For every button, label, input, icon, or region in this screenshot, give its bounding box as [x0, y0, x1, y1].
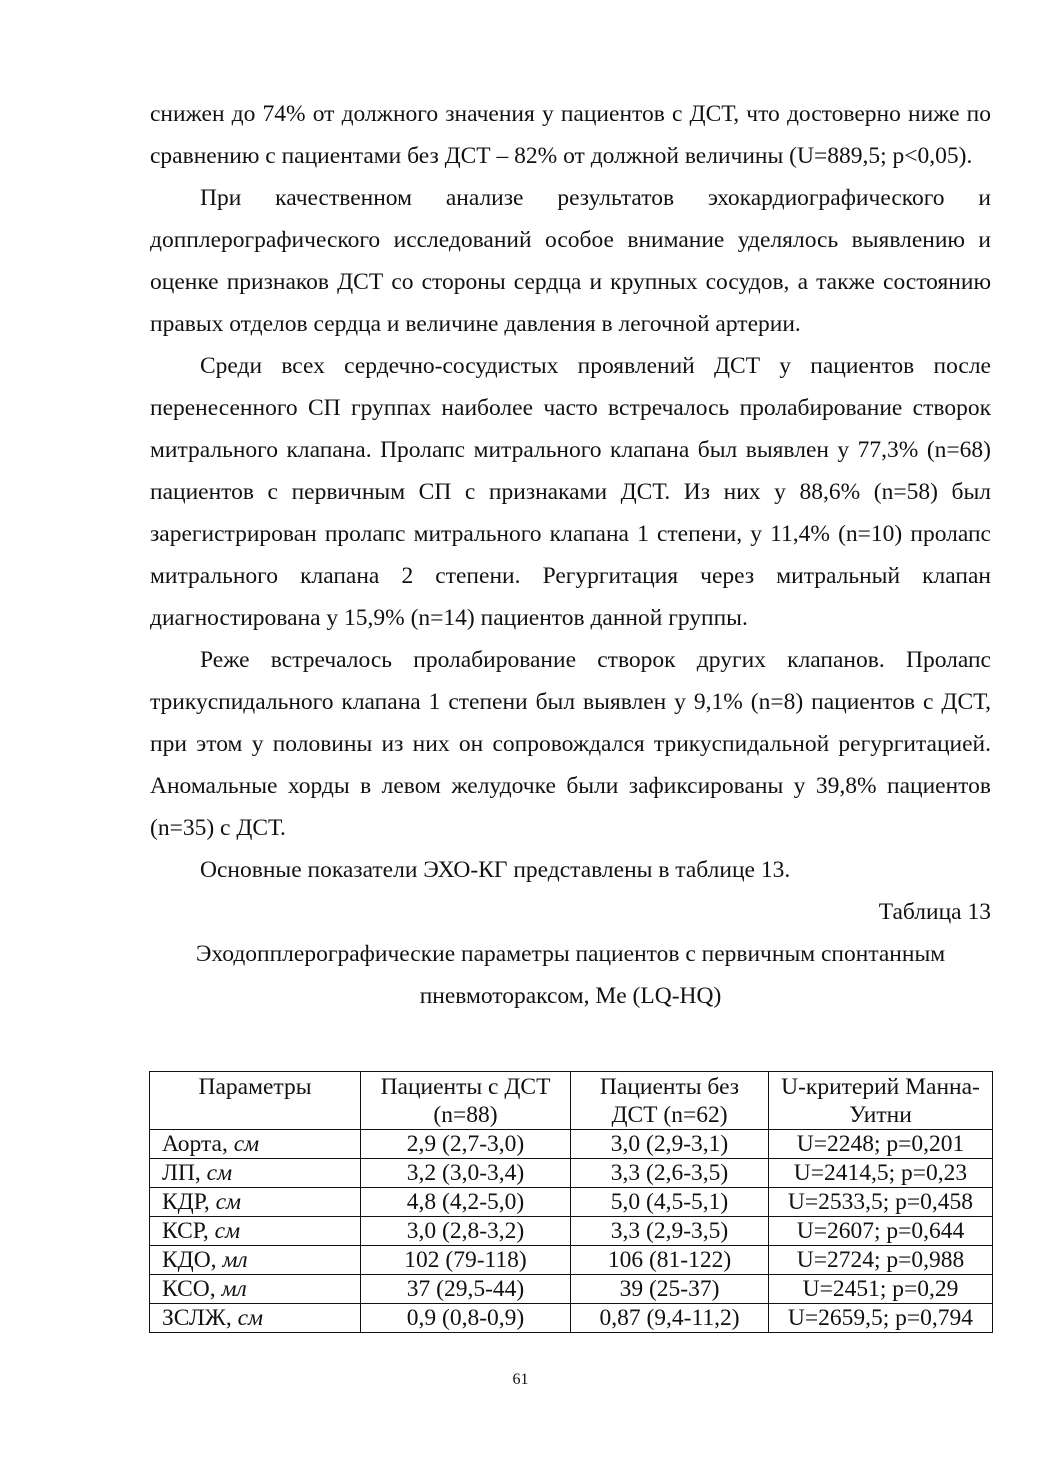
no-dst-value: 5,0 (4,5-5,1) — [571, 1188, 769, 1217]
table-row — [150, 1304, 993, 1333]
dst-value: 3,2 (3,0-3,4) — [361, 1159, 571, 1188]
unit-label: мл — [222, 1247, 248, 1273]
dst-value: 0,9 (0,8-0,9) — [361, 1304, 571, 1333]
header-parameters: Параметры — [150, 1072, 361, 1130]
u-test-value: U=2607; p=0,644 — [769, 1217, 993, 1246]
no-dst-value: 106 (81-122) — [571, 1246, 769, 1275]
param-cell: ЗСЛЖ, см — [150, 1304, 361, 1333]
dst-value: 102 (79-118) — [361, 1246, 571, 1275]
table-row — [150, 1275, 993, 1304]
u-test-value: U=2533,5; p=0,458 — [769, 1188, 993, 1217]
u-test-value: U=2414,5; p=0,23 — [769, 1159, 993, 1188]
param-cell: КДО, мл — [150, 1246, 361, 1275]
table-row — [150, 1188, 993, 1217]
header-without-dst: Пациенты без ДСТ (n=62) — [571, 1072, 769, 1130]
u-test-value: U=2248; p=0,201 — [769, 1130, 993, 1159]
dst-value: 37 (29,5-44) — [361, 1275, 571, 1304]
dst-value: 2,9 (2,7-3,0) — [361, 1130, 571, 1159]
table-caption: Эходопплерографические параметры пациентов с первичным спонтанным пневмотораксом, Me (LQ-HQ) — [195, 941, 946, 1009]
unit-label: см — [233, 1131, 260, 1157]
param-cell: КДР, см — [150, 1188, 361, 1217]
paragraph-1: снижен до 74% от должного значения у пациентов с ДСТ, что достоверно ниже по сравнению с пациентами без ДСТ – 82% от должной величины (U=889,5; p<0,05). — [150, 101, 991, 169]
body-text — [150, 93, 991, 1017]
echo-parameters-table — [149, 1071, 993, 1333]
table-label: Таблица 13 — [878, 899, 991, 925]
param-cell: ЛП, см — [150, 1159, 361, 1188]
unit-label: мл — [221, 1276, 247, 1302]
header-with-dst: Пациенты с ДСТ (n=88) — [361, 1072, 571, 1130]
unit-label: см — [206, 1160, 233, 1186]
table-row — [150, 1159, 993, 1188]
no-dst-value: 3,3 (2,6-3,5) — [571, 1159, 769, 1188]
page-number: 61 — [512, 1371, 529, 1388]
no-dst-value: 39 (25-37) — [571, 1275, 769, 1304]
table-row — [150, 1130, 993, 1159]
param-cell: КСО, мл — [150, 1275, 361, 1304]
u-test-value: U=2659,5; p=0,794 — [769, 1304, 993, 1333]
param-cell: Аорта, см — [150, 1130, 361, 1159]
table-row — [150, 1246, 993, 1275]
no-dst-value: 3,0 (2,9-3,1) — [571, 1130, 769, 1159]
paragraph-3: Среди всех сердечно-сосудистых проявлений ДСТ у пациентов после перенесенного СП группах наиболее часто встречалось пролабирование створок митрального клапана. Пролапс митрального клапана был выявлен у 77,3% (n=68) пациентов с первичным СП с признаками ДСТ. Из них у 88,6% (n=58) был зарегистрирован пролапс митрального клапана 1 степени, у 11,4% (n=10) пролапс митрального клапана 2 степени. Регургитация через митральный клапан диагностирована у 15,9% (n=14) пациентов данной группы. — [150, 353, 991, 631]
unit-label: см — [215, 1189, 242, 1215]
param-cell: КСР, см — [150, 1217, 361, 1246]
paragraph-5: Основные показатели ЭХО-КГ представлены в таблице 13. — [200, 857, 791, 883]
unit-label: см — [214, 1218, 241, 1244]
paragraph-4: Реже встречалось пролабирование створок других клапанов. Пролапс трикуспидального клапана 1 степени был выявлен у 9,1% (n=8) пациентов с ДСТ, при этом у половины из них он сопровождался трикуспидальной регургитацией. Аномальные хорды в левом желудочке были зафиксированы у 39,8% пациентов (n=35) с ДСТ. — [150, 647, 991, 841]
unit-label: см — [237, 1305, 264, 1331]
header-mann-whitney: U-критерий Манна-Уитни — [769, 1072, 993, 1130]
paragraph-2: При качественном анализе результатов эхокардиографического и допплерографического исследований особое внимание уделялось выявлению и оценке признаков ДСТ со стороны сердца и крупных сосудов, а также состоянию правых отделов сердца и величине давления в легочной артерии. — [150, 185, 991, 337]
no-dst-value: 0,87 (9,4-11,2) — [571, 1304, 769, 1333]
dst-value: 3,0 (2,8-3,2) — [361, 1217, 571, 1246]
dst-value: 4,8 (4,2-5,0) — [361, 1188, 571, 1217]
table-row — [150, 1217, 993, 1246]
u-test-value: U=2724; p=0,988 — [769, 1246, 993, 1275]
no-dst-value: 3,3 (2,9-3,5) — [571, 1217, 769, 1246]
table-header-row — [150, 1072, 993, 1130]
u-test-value: U=2451; p=0,29 — [769, 1275, 993, 1304]
